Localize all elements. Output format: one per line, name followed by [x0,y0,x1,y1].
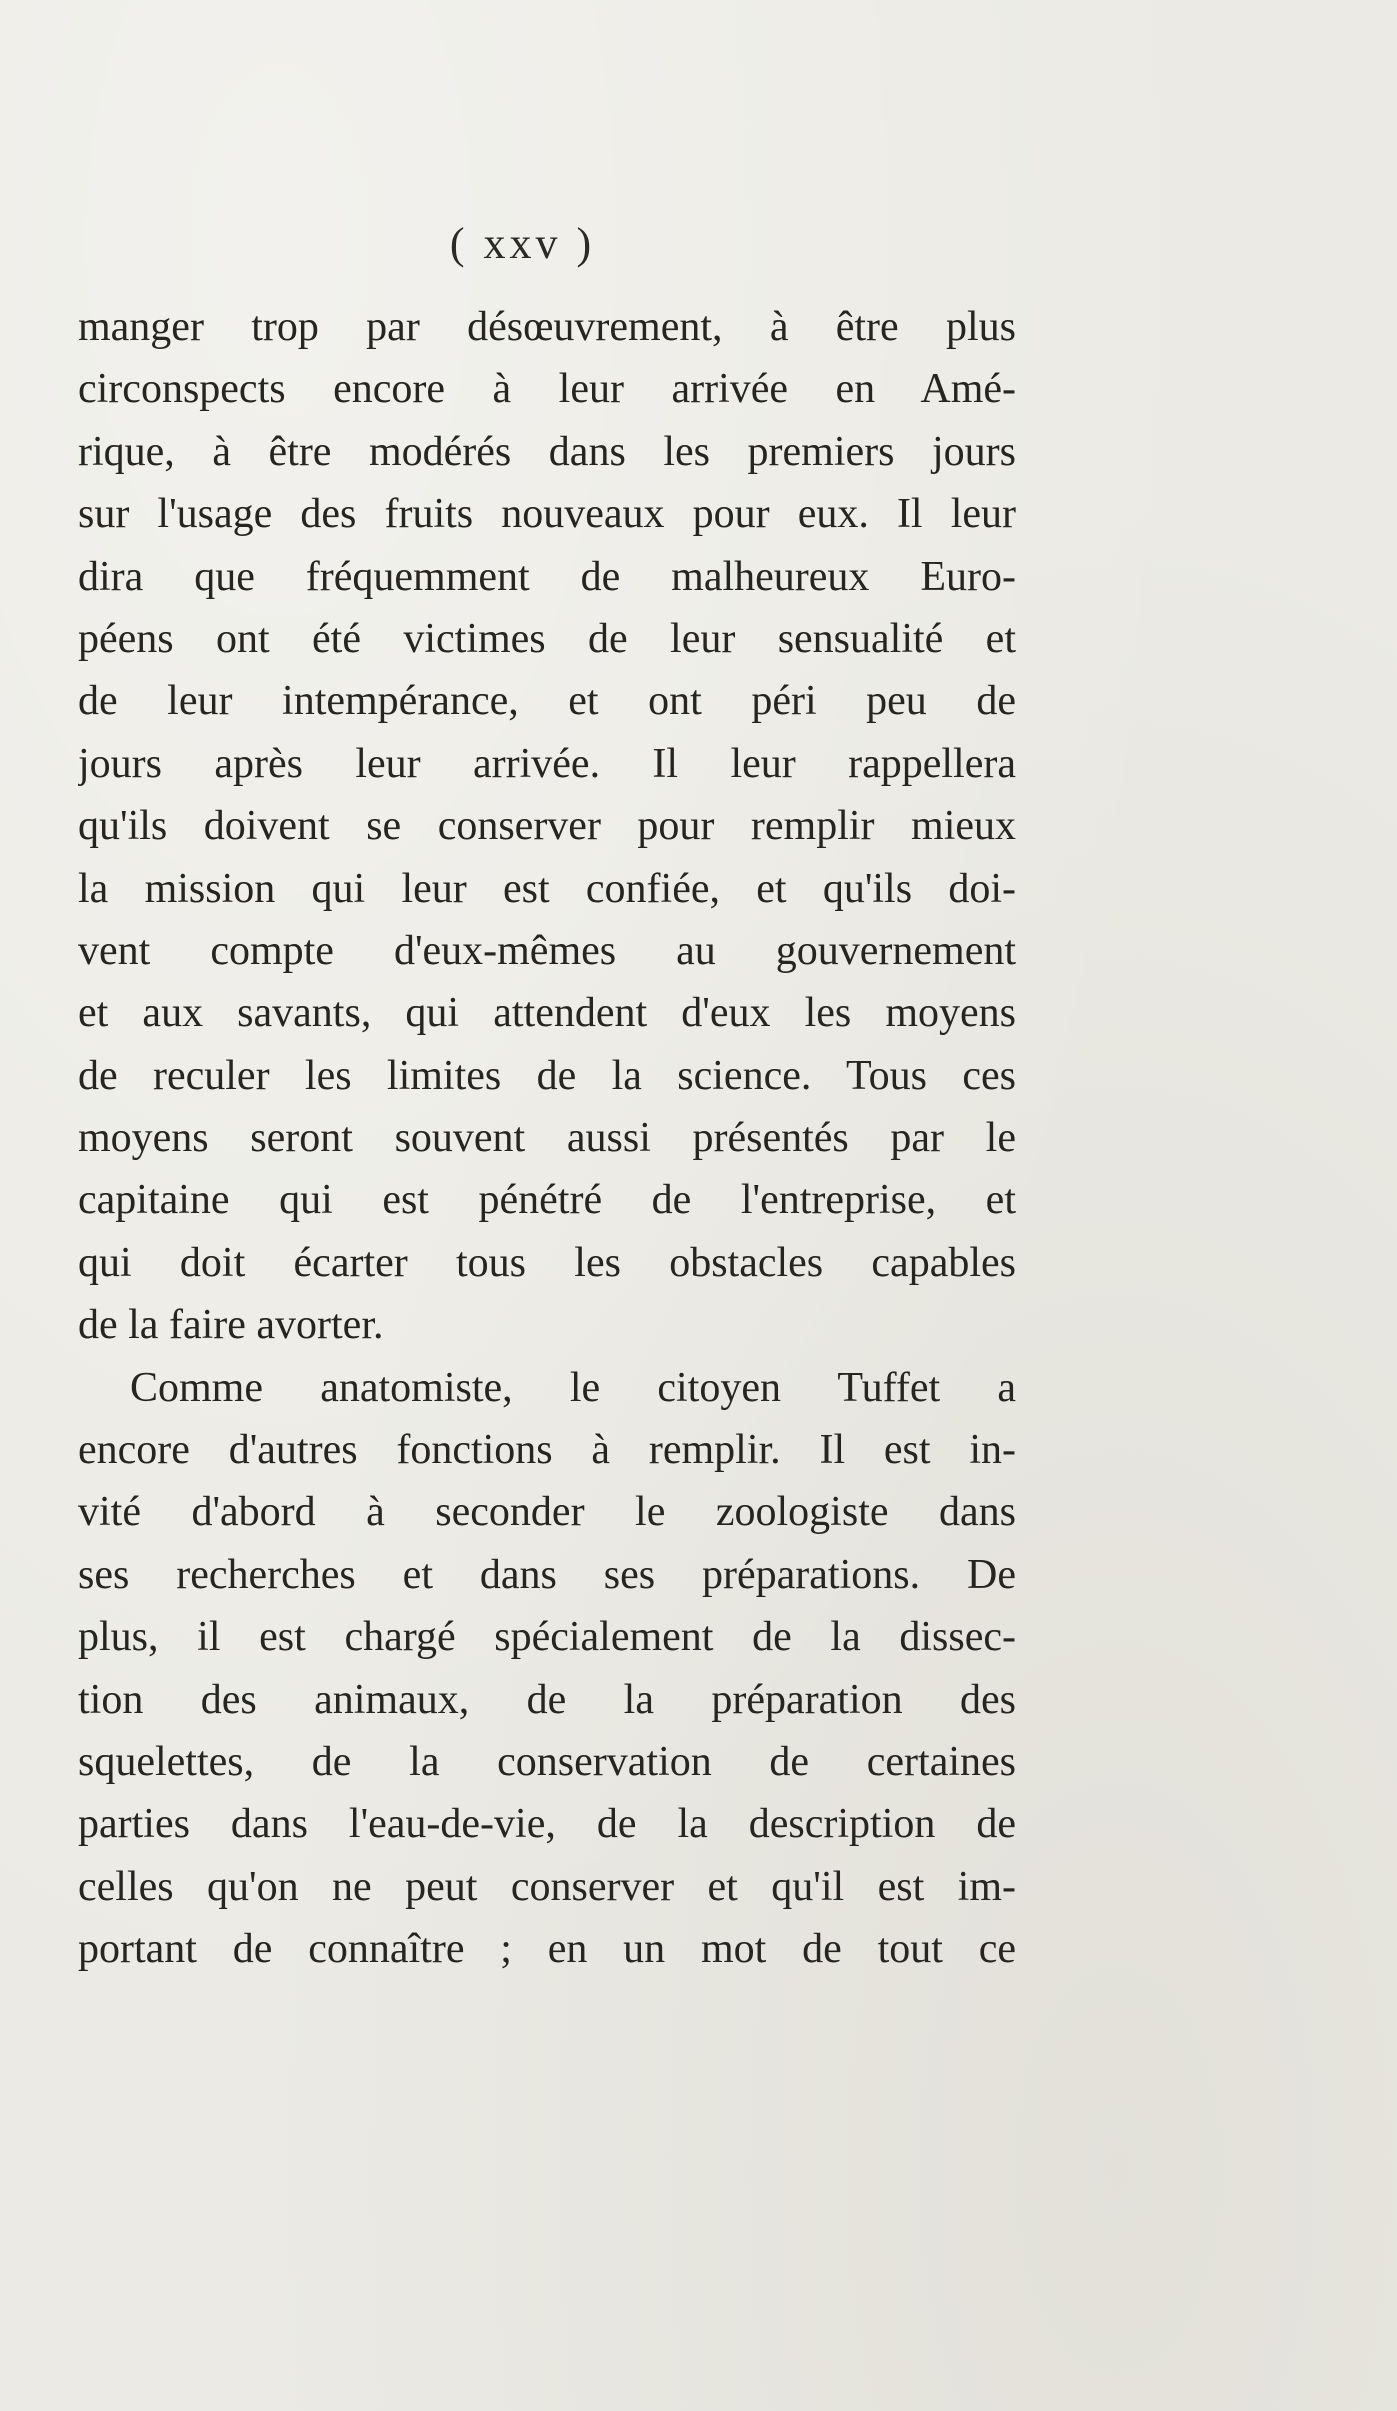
text-line: qu'ils doivent se conserver pour remplir mieux [78,803,1016,850]
text-line: la mission qui leur est confiée, et qu'ils doi- [78,865,1016,912]
page-number: ( xxv ) [449,219,596,268]
text-line: tion des animaux, de la préparation des [78,1676,1016,1723]
text-line: qui doit écarter tous les obstacles capables [78,1239,1016,1286]
paragraph-1 [78,296,1016,1357]
text-line: jours après leur arrivée. Il leur rappellera [78,740,1016,787]
text-line: plus, il est chargé spécialement de la dissec- [78,1614,1016,1661]
text-line: de la faire avorter. [78,1302,384,1349]
text-line: encore d'autres fonctions à remplir. Il est in- [78,1427,1016,1474]
text-line: capitaine qui est pénétré de l'entreprise, et [78,1177,1016,1224]
paragraph-2 [78,1357,1016,1981]
text-line: vité d'abord à seconder le zoologiste dans [78,1489,1016,1536]
text-line: parties dans l'eau-de-vie, de la description de [78,1801,1016,1848]
text-line: dira que fréquemment de malheureux Euro- [78,553,1016,600]
text-line: sur l'usage des fruits nouveaux pour eux. Il leur [78,491,1016,538]
text-line: de reculer les limites de la science. Tous ces [78,1052,1016,1099]
text-line: moyens seront souvent aussi présentés par le [78,1115,1016,1162]
text-line: péens ont été victimes de leur sensualité et [78,615,1016,662]
text-line: rique, à être modérés dans les premiers jours [78,428,1016,475]
text-line: vent compte d'eux-mêmes au gouvernement [78,927,1016,974]
text-line: portant de connaître ; en un mot de tout ce [78,1926,1016,1973]
text-line: celles qu'on ne peut conserver et qu'il est im- [78,1863,1016,1910]
text-line: squelettes, de la conservation de certaines [78,1738,1016,1785]
text-line: manger trop par désœuvrement, à être plus [78,304,1016,350]
text-line: ses recherches et dans ses préparations. De [78,1551,1016,1598]
body-text [78,296,1016,1981]
text-line: de leur intempérance, et ont péri peu de [78,678,1016,725]
text-line: et aux savants, qui attendent d'eux les moyens [78,990,1016,1037]
text-line: circonspects encore à leur arrivée en Amé- [78,366,1016,413]
text-line: Comme anatomiste, le citoyen Tuffet a [130,1364,1016,1411]
